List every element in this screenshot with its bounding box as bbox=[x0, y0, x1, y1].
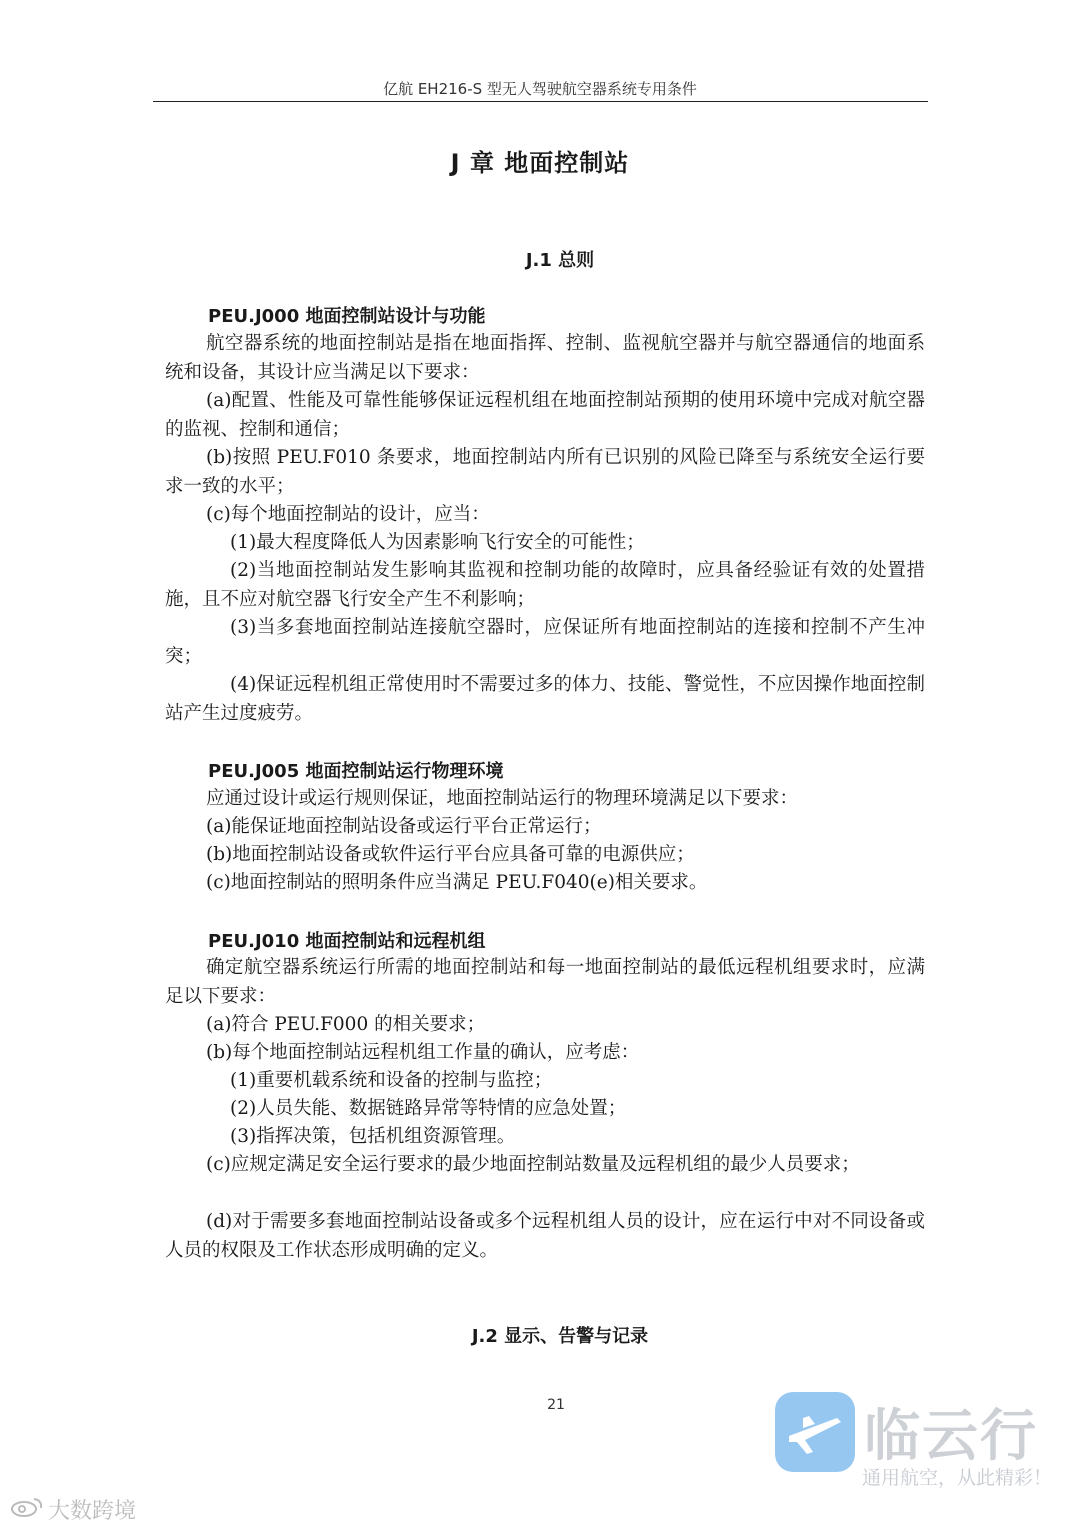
paragraph: 应通过设计或运行规则保证，地面控制站运行的物理环境满足以下要求： bbox=[206, 788, 799, 809]
running-header: 亿航 EH216-S 型无人驾驶航空器系统专用条件 bbox=[383, 80, 697, 98]
paragraph: (2)当地面控制站发生影响其监视和控制功能的故障时，应具备经验证有效的处置措施，且不应对航空器飞行安全产生不利影响； bbox=[165, 560, 925, 610]
paragraph: 确定航空器系统运行所需的地面控制站和每一地面控制站的最低远程机组要求时，应满足以下要求： bbox=[165, 957, 925, 1007]
watermark-weibo bbox=[10, 1494, 136, 1525]
paragraph: 航空器系统的地面控制站是指在地面指挥、控制、监视航空器并与航空器通信的地面系统和设备，其设计应当满足以下要求： bbox=[165, 333, 925, 383]
paragraph: (3)当多套地面控制站连接航空器时，应保证所有地面控制站的连接和控制不产生冲突； bbox=[165, 617, 925, 667]
section-title-j1: J.1 总则 bbox=[525, 250, 595, 271]
section-title-j2: J.2 显示、告警与记录 bbox=[471, 1326, 649, 1347]
watermark-weibo-label: 大数跨境 bbox=[48, 1499, 137, 1524]
paragraph: (b)每个地面控制站远程机组工作量的确认，应考虑： bbox=[206, 1042, 640, 1063]
paragraph: (3)指挥决策，包括机组资源管理。 bbox=[230, 1126, 516, 1147]
watermark-brand: 临云行 bbox=[864, 1404, 1038, 1469]
clause-title-j000: PEU.J000 地面控制站设计与功能 bbox=[208, 306, 486, 327]
paragraph: (2)人员失能、数据链路异常等特情的应急处置； bbox=[230, 1098, 627, 1119]
paragraph: (a)能保证地面控制站设备或运行平台正常运行； bbox=[206, 816, 602, 837]
paragraph: (c)每个地面控制站的设计，应当： bbox=[206, 504, 490, 525]
paragraph: (a)符合 PEU.F000 的相关要求； bbox=[206, 1014, 486, 1035]
watermark-slogan: 通用航空，从此精彩！ bbox=[862, 1467, 1053, 1489]
clause-title-j010: PEU.J010 地面控制站和远程机组 bbox=[208, 931, 486, 952]
chapter-title: J 章 地面控制站 bbox=[450, 149, 630, 177]
header-rule bbox=[153, 101, 928, 102]
weibo-icon bbox=[10, 1496, 44, 1524]
paragraph: (c)地面控制站的照明条件应当满足 PEU.F040(e)相关要求。 bbox=[206, 872, 708, 893]
paragraph: (4)保证远程机组正常使用时不需要过多的体力、技能、警觉性，不应因操作地面控制站产生过度疲劳。 bbox=[165, 674, 925, 724]
clause-title-j005: PEU.J005 地面控制站运行物理环境 bbox=[208, 761, 504, 782]
page-number: 21 bbox=[547, 1397, 565, 1413]
paragraph: (c)应规定满足安全运行要求的最少地面控制站数量及远程机组的最少人员要求； bbox=[206, 1154, 860, 1175]
plane-logo-icon bbox=[775, 1392, 855, 1472]
paragraph: (b)地面控制站设备或软件运行平台应具备可靠的电源供应； bbox=[206, 844, 695, 865]
paragraph: (a)配置、性能及可靠性能够保证远程机组在地面控制站预期的使用环境中完成对航空器的监视、控制和通信； bbox=[165, 390, 925, 440]
paragraph: (b)按照 PEU.F010 条要求，地面控制站内所有已识别的风险已降至与系统安全运行要求一致的水平； bbox=[165, 447, 925, 497]
paragraph: (1)重要机载系统和设备的控制与监控； bbox=[230, 1070, 553, 1091]
paragraph: (d)对于需要多套地面控制站设备或多个远程机组人员的设计，应在运行中对不同设备或人员的权限及工作状态形成明确的定义。 bbox=[165, 1211, 925, 1261]
paragraph: (1)最大程度降低人为因素影响飞行安全的可能性； bbox=[230, 532, 645, 553]
